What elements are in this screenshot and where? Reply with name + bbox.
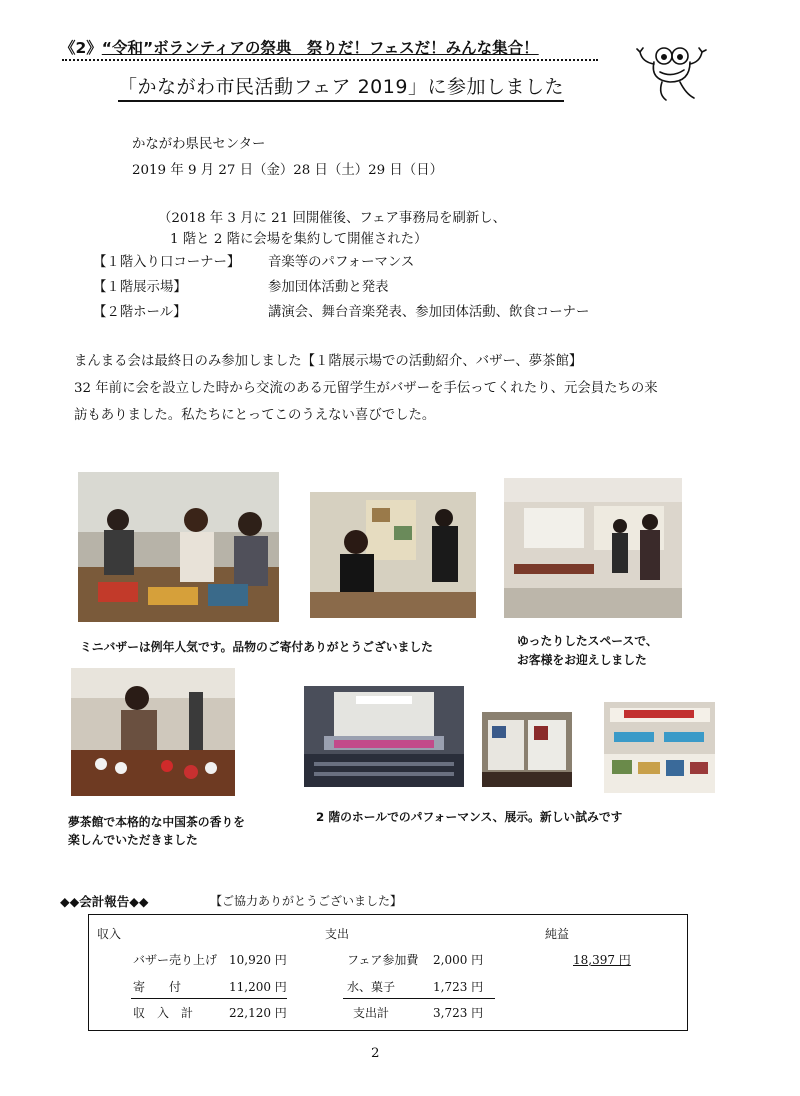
area-content: 音楽等のパフォーマンス — [268, 255, 415, 270]
section-title: “令和”ボランティアの祭典 祭りだ！フェスだ！みんな集合！ — [101, 39, 539, 57]
area-place: 【１階入り口コーナー】 — [93, 255, 241, 270]
income-item: バザー売り上げ — [133, 953, 218, 967]
income-item: 寄 付 — [133, 980, 182, 994]
photo-caption: ミニバザーは例年人気です。品物のご寄付ありがとうございました — [80, 640, 433, 654]
display-table-photo — [604, 702, 715, 793]
accounts-heading: ◆◆会計報告◆◆ — [60, 894, 149, 909]
expense-label: 支出 — [325, 927, 350, 941]
section-header — [60, 36, 539, 58]
header-divider — [62, 59, 598, 61]
report-line: 訪もありました。私たちにとってこのうえない喜びでした。 — [74, 408, 436, 423]
expense-total-amount: 3,723 円 — [433, 1006, 484, 1020]
area-place: 【１階展示場】 — [93, 280, 187, 295]
expense-amount: 1,723 円 — [433, 980, 484, 994]
accounts-thanks: 【ご協力ありがとうございました】 — [210, 894, 403, 908]
expense-amount: 2,000 円 — [433, 953, 484, 967]
expense-item: 水、菓子 — [347, 980, 396, 994]
income-total-rule — [131, 998, 287, 999]
photo-caption: 2 階のホールでのパフォーマンス、展示。新しい試みです — [316, 810, 623, 824]
page-title: 「かながわ市民活動フェア 2019」に参加しました — [118, 72, 564, 102]
frog-mascot-icon — [636, 40, 708, 104]
venue: かながわ県民センター — [132, 137, 266, 152]
income-amount: 11,200 円 — [229, 980, 287, 994]
event-note-line1: （2018 年 3 月に 21 回開催後、フェア事務局を刷新し、 — [158, 211, 507, 226]
section-number: 《2》 — [60, 39, 102, 57]
report-line: 32 年前に会を設立した時から交流のある元留学生がバザーを手伝ってくれたり、元会員たちの来 — [74, 381, 658, 396]
expense-total-label: 支出計 — [353, 1006, 390, 1020]
event-dates: 2019 年 9 月 27 日（金）28 日（土）29 日（日） — [132, 163, 443, 178]
exhibit-booth-photo — [310, 492, 476, 618]
income-total-label: 収 入 計 — [133, 1006, 194, 1020]
bazaar-photo — [78, 472, 279, 622]
area-place: 【２階ホール】 — [93, 305, 187, 320]
photo-caption: 楽しんでいただきました — [68, 833, 198, 847]
net-amount: 18,397 円 — [573, 953, 631, 967]
photo-caption: ゆったりしたスペースで、 — [517, 634, 658, 648]
tea-house-photo — [71, 668, 235, 796]
area-content: 講演会、舞台音楽発表、参加団体活動、飲食コーナー — [268, 305, 590, 320]
net-label: 純益 — [545, 927, 570, 941]
photo-caption: 夢茶館で本格的な中国茶の香りを — [68, 815, 245, 829]
photo-caption: お客様をお迎えしました — [517, 653, 647, 667]
income-label: 収入 — [97, 927, 122, 941]
spacious-booth-photo — [504, 478, 682, 618]
hall-performance-photo — [304, 686, 464, 787]
report-line: まんまる会は最終日のみ参加しました【１階展示場での活動紹介、バザー、夢茶館】 — [74, 354, 583, 369]
accounts-table — [88, 914, 688, 1031]
expense-item: フェア参加費 — [347, 953, 419, 967]
income-amount: 10,920 円 — [229, 953, 287, 967]
area-content: 参加団体活動と発表 — [268, 280, 389, 295]
expense-total-rule — [343, 998, 495, 999]
page-number: 2 — [371, 1046, 380, 1061]
event-note-line2: 1 階と 2 階に会場を集約して開催された） — [170, 232, 428, 247]
exhibit-panel-photo — [482, 712, 572, 787]
income-total-amount: 22,120 円 — [229, 1006, 287, 1020]
